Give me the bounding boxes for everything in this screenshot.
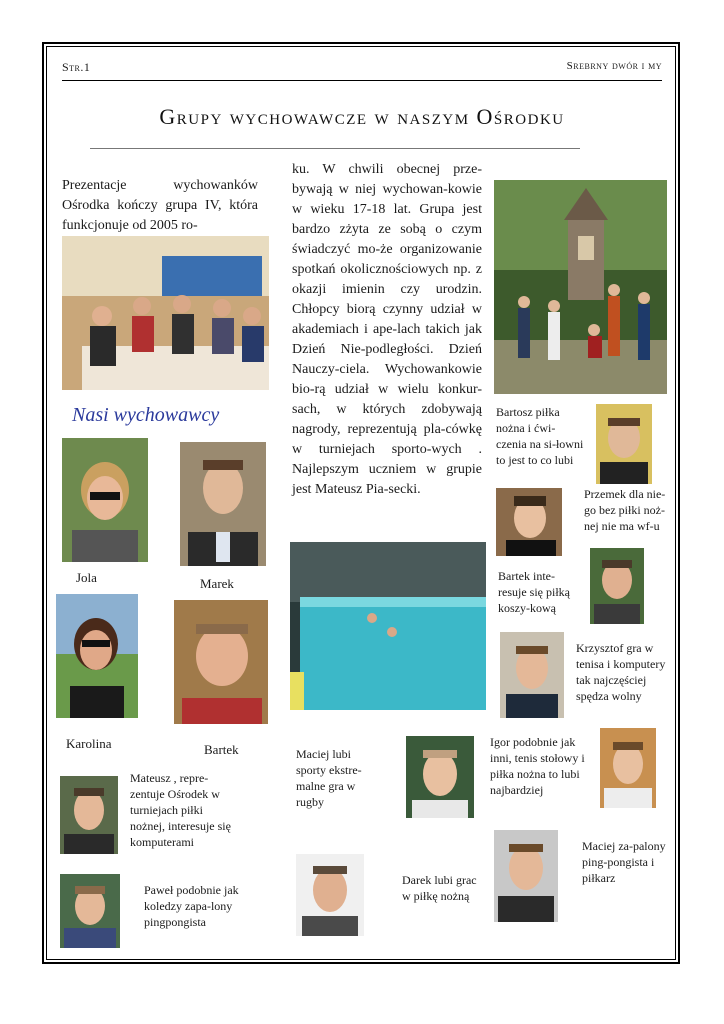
student-photo-maciej-ping — [494, 830, 558, 922]
caption-bartosz: Bartosz piłka nożna i ćwi-czenia na si-łowni to jest to co lubi — [496, 405, 584, 467]
group-party-photo — [62, 236, 269, 390]
student-photo-bartosz — [596, 404, 652, 484]
student-photo-igor — [406, 736, 474, 818]
teacher-photo-bartek — [174, 600, 268, 724]
article-paragraph: ku. W chwili obecnej prze-bywają w niej wychowan-kowie w wieku 17-18 lat. Grupa jest bardzo zżyta ze sobą o czym świadczyć mo-że organizowanie spotkań okolicznościowych np. z okazji imienin czy urodzin. Chłopcy biorą czynny udział w akademiach i ape-lach takich jak Dzień Nie-podległości. Dzień Nauczy-ciela. Wychowankowie bio-rą udział w wielu konkur-sach, w których zdobywają nagrody, reprezentują pla-cówkę w turniejach sporto-wych . Najlepszym uczniem w grupie jest Mateusz Pia-secki. — [292, 162, 482, 497]
caption-mateusz: Mateusz , repre-zentuje Ośrodek w turniejach piłki nożnej, interesuje się komputerami — [130, 771, 231, 849]
caption-krzysztof: Krzysztof gra w tenisa i komputery tak najczęściej spędza wolny — [576, 641, 666, 703]
teacher-photo-jola — [62, 438, 148, 562]
caption-przemek: Przemek dla nie-go bez piłki noż-nej nie ma wf-u — [584, 487, 666, 533]
caption-maciej-ping: Maciej za-palony ping-pongista i piłkarz — [582, 839, 666, 885]
student-photo-krzysztof — [500, 632, 564, 718]
teacher-name-bartek: Bartek — [204, 742, 239, 757]
publication-name: Srebrny dwór i my — [566, 60, 662, 72]
student-photo-pawel — [60, 874, 120, 948]
student-photo-bartek — [590, 548, 644, 624]
teacher-name-marek: Marek — [200, 576, 234, 591]
teacher-name-karolina: Karolina — [66, 736, 112, 751]
title-divider — [90, 148, 580, 149]
teacher-photo-marek — [180, 442, 266, 566]
caption-maciej-rugby: Maciej lubi sporty ekstre-malne gra w rugby — [296, 747, 362, 809]
student-photo-przemek — [496, 488, 562, 556]
caption-igor: Igor podobnie jak inni, tenis stołowy i piłka nożna to lubi najbardziej — [490, 735, 585, 797]
page-number: Str.1 — [62, 60, 91, 74]
student-photo-darek — [296, 854, 364, 936]
group-outdoor-photo — [494, 180, 667, 394]
caption-bartek: Bartek inte-resuje się piłką koszy-kową — [498, 569, 570, 615]
teacher-name-jola: Jola — [76, 570, 97, 585]
page-title: Grupy wychowawcze w naszym Ośrodku — [159, 104, 565, 129]
intro-paragraph: Prezentacje wychowanków Ośrodka kończy grupa IV, która funkcjonuje od 2005 ro- — [62, 178, 258, 233]
student-photo-maciej-rugby — [600, 728, 656, 808]
header-divider — [62, 80, 662, 81]
teachers-heading: Nasi wychowawcy — [72, 404, 220, 426]
swimming-pool-photo — [290, 542, 486, 710]
caption-pawel: Paweł podobnie jak koledzy zapa-lony pingpongista — [144, 883, 239, 929]
teacher-photo-karolina — [56, 594, 138, 718]
caption-darek: Darek lubi grac w piłkę nożną — [402, 873, 477, 903]
student-photo-mateusz — [60, 776, 118, 854]
